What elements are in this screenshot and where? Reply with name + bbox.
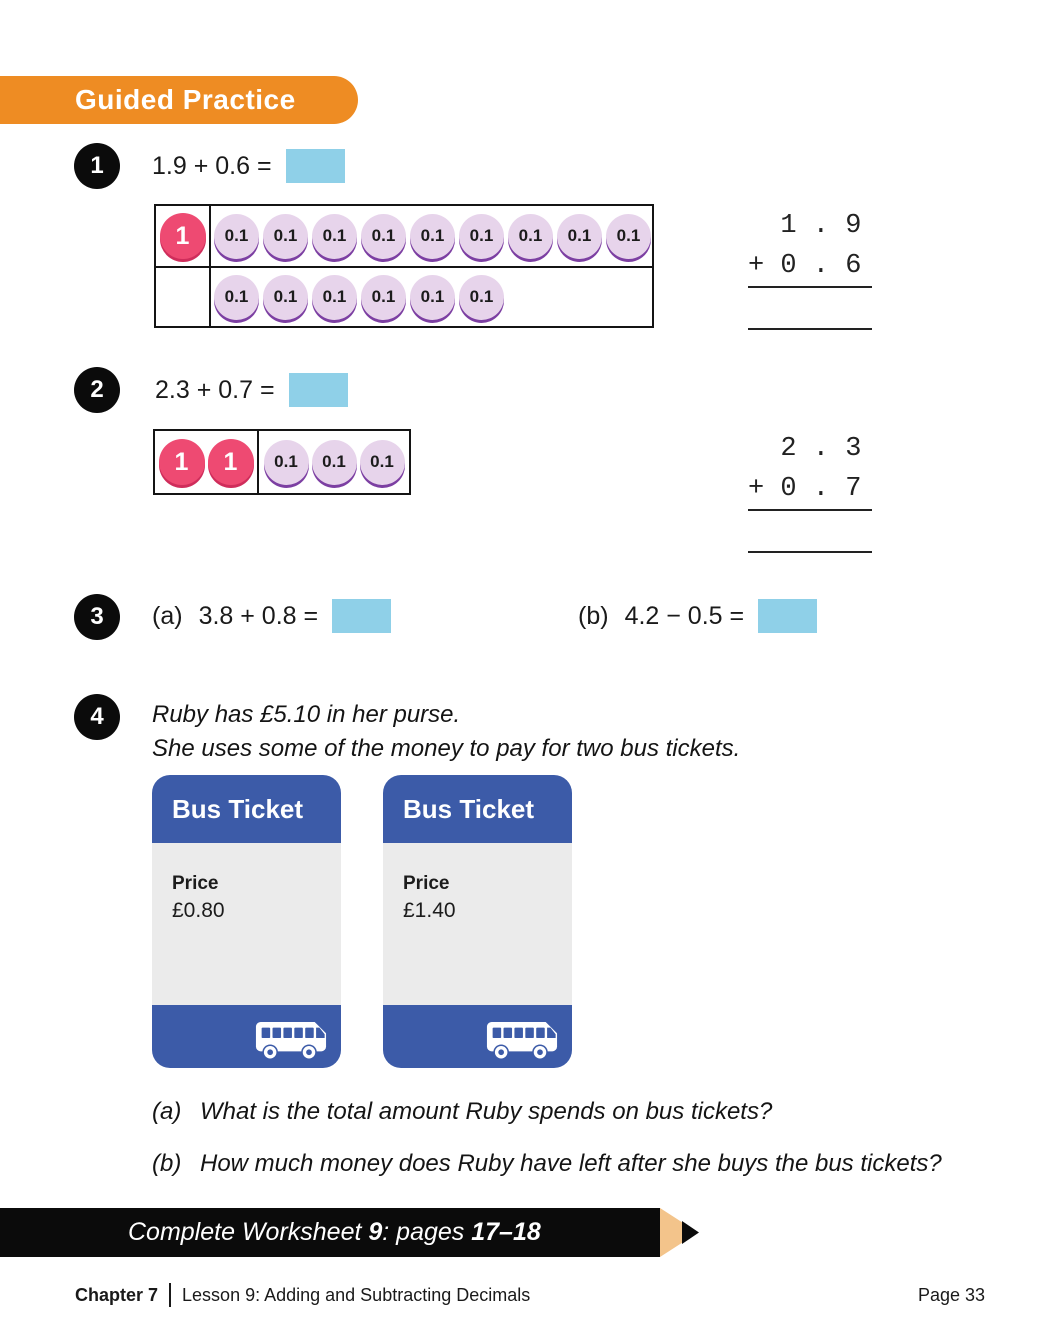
q3b-equation: 4.2 − 0.5 = <box>624 601 745 630</box>
q4b-text: How much money does Ruby have left after she buys the bus tickets? <box>200 1150 942 1177</box>
q3b-label: (b) <box>578 601 609 630</box>
ones-disc: 1 <box>159 439 205 485</box>
worksheet-banner <box>0 1208 660 1257</box>
colsum-bottom: + 0 . 6 <box>748 246 872 288</box>
q3a-equation: 3.8 + 0.8 = <box>198 601 319 630</box>
q1-place-value-chart <box>154 204 654 328</box>
ticket-body <box>383 843 572 1005</box>
badge-number: 1 <box>90 152 104 179</box>
q1-column-addition <box>748 206 872 330</box>
tenths-disc: 0.1 <box>360 440 405 485</box>
price-value: £0.80 <box>172 899 225 922</box>
q2-answer-box[interactable] <box>289 373 348 407</box>
q3b-equation-row <box>578 598 817 634</box>
tenths-disc: 0.1 <box>312 440 357 485</box>
tenths-disc: 0.1 <box>557 214 602 259</box>
page-number: Page 33 <box>917 1285 985 1305</box>
q3a-equation-row <box>152 598 391 634</box>
q2-tenths-cell <box>257 431 409 493</box>
ticket-footer <box>152 1005 341 1068</box>
page-footer <box>75 1283 530 1307</box>
tenths-disc: 0.1 <box>361 214 406 259</box>
ticket-body <box>152 843 341 1005</box>
section-title: Guided Practice <box>75 84 296 115</box>
question-1-badge <box>74 143 120 189</box>
worksheet-text-prefix: Complete Worksheet <box>128 1218 369 1246</box>
q4-problem-text <box>152 698 740 766</box>
q1-tenths-cell-row1 <box>209 206 652 266</box>
guided-practice-banner <box>0 76 358 124</box>
q3b-answer-box[interactable] <box>758 599 817 633</box>
q4b-row <box>152 1150 942 1178</box>
ticket-footer <box>383 1005 572 1068</box>
tenths-disc: 0.1 <box>214 214 259 259</box>
tenths-disc: 0.1 <box>459 275 504 320</box>
question-4-badge <box>74 694 120 740</box>
q4-line2: She uses some of the money to pay for two bus tickets. <box>152 735 741 762</box>
chapter-label: Chapter 7 <box>75 1284 159 1305</box>
q2-equation-row <box>155 372 348 408</box>
tenths-disc: 0.1 <box>312 214 357 259</box>
ones-disc: 1 <box>160 213 206 259</box>
tenths-disc: 0.1 <box>263 275 308 320</box>
tenths-disc: 0.1 <box>508 214 553 259</box>
bus-icon <box>255 1018 327 1060</box>
tenths-disc: 0.1 <box>606 214 651 259</box>
question-3-badge <box>74 594 120 640</box>
bus-icon <box>486 1018 558 1060</box>
q1-ones-cell-row1 <box>156 206 209 266</box>
tenths-disc: 0.1 <box>459 214 504 259</box>
q4a-text: What is the total amount Ruby spends on bus tickets? <box>200 1098 773 1125</box>
tenths-disc: 0.1 <box>312 275 357 320</box>
tenths-disc: 0.1 <box>264 440 309 485</box>
q2-ones-cell <box>155 431 257 493</box>
tenths-disc: 0.1 <box>361 275 406 320</box>
tenths-disc: 0.1 <box>410 275 455 320</box>
tenths-disc: 0.1 <box>214 275 259 320</box>
worksheet-text-mid: : pages <box>382 1218 472 1246</box>
badge-number: 4 <box>90 703 104 730</box>
q1-ones-cell-row2 <box>156 266 209 326</box>
colsum-answer-line[interactable] <box>748 288 872 330</box>
q1-tenths-cell-row2 <box>209 266 652 326</box>
price-label: Price <box>403 873 450 894</box>
lesson-label: Lesson 9: Adding and Subtracting Decimals <box>182 1284 531 1305</box>
ticket-title: Bus Ticket <box>383 775 572 843</box>
q1-equation-row <box>152 148 345 184</box>
colsum-answer-line[interactable] <box>748 511 872 553</box>
colsum-bottom: + 0 . 7 <box>748 469 872 511</box>
question-2-badge <box>74 367 120 413</box>
q4a-label: (a) <box>152 1098 182 1125</box>
q4-line1: Ruby has £5.10 in her purse. <box>152 701 461 728</box>
q2-place-value-chart <box>153 429 411 495</box>
q1-answer-box[interactable] <box>286 149 345 183</box>
q1-equation: 1.9 + 0.6 = <box>152 151 272 180</box>
price-label: Price <box>172 873 219 894</box>
colsum-top: 2 . 3 <box>748 434 862 464</box>
badge-number: 3 <box>90 603 104 630</box>
bus-ticket-2 <box>383 775 572 1068</box>
footer-divider <box>169 1283 171 1307</box>
q3a-answer-box[interactable] <box>332 599 391 633</box>
tenths-disc: 0.1 <box>263 214 308 259</box>
price-value: £1.40 <box>403 899 456 922</box>
tenths-disc: 0.1 <box>410 214 455 259</box>
ticket-title: Bus Ticket <box>152 775 341 843</box>
worksheet-pages: 17–18 <box>471 1218 541 1246</box>
q4b-label: (b) <box>152 1150 182 1177</box>
colsum-top: 1 . 9 <box>748 211 862 241</box>
badge-number: 2 <box>90 376 104 403</box>
q4a-row <box>152 1098 772 1126</box>
q3a-label: (a) <box>152 601 183 630</box>
bus-ticket-1 <box>152 775 341 1068</box>
pencil-tip-icon <box>682 1221 699 1244</box>
q2-column-addition <box>748 429 872 553</box>
ones-disc: 1 <box>208 439 254 485</box>
q2-equation: 2.3 + 0.7 = <box>155 375 275 404</box>
worksheet-number: 9 <box>368 1218 383 1246</box>
